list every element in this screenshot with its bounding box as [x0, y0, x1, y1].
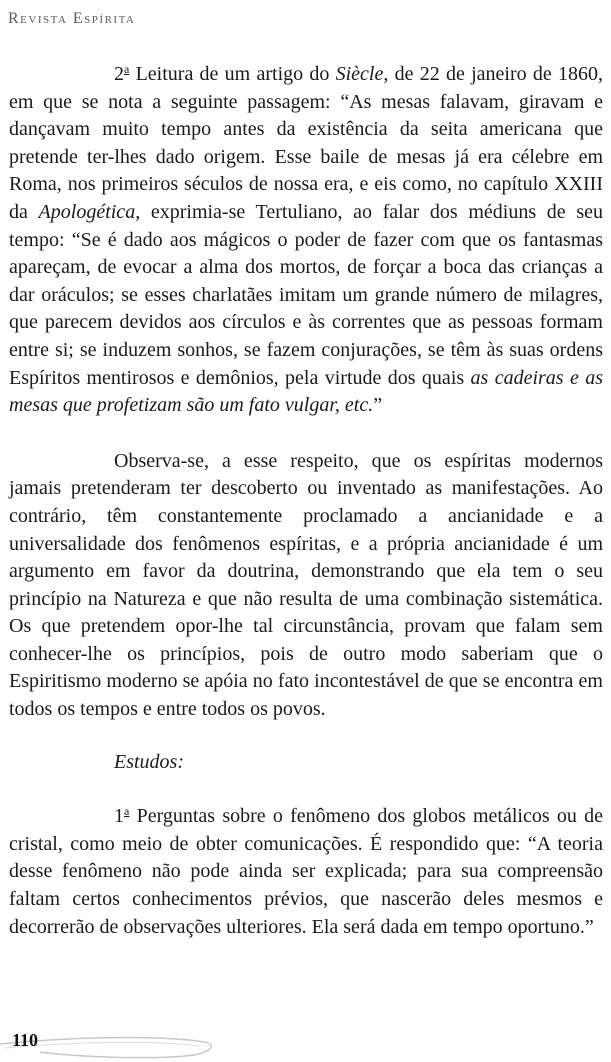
running-header: Revista Espírita: [8, 10, 136, 27]
paragraph-item-2: [9, 56, 603, 420]
paragraph-text: Perguntas sobre o fenômeno dos globos metálicos ou de cristal, como meio de obter comunicações. É respondido que: “A teoria desse fenômeno não pode ainda ser explicada; para sua compreensão faltam certos conhecimentos prévios, que nascerão deles mesmos e decorrerão de observações ulteriores. Ela será dada em tempo oportuno.”: [9, 805, 603, 938]
page-number: 110: [12, 1030, 39, 1050]
paragraph-observation: Observa-se, a esse respeito, que os espíritas modernos jamais pretenderam ter descoberto ou inventado as manifestações. Ao contrário, têm constantemente proclamado a ancianidade e a universalidade dos fenômenos espíritas, e a própria ancianidade é um argumento em favor da doutrina, demonstrando que ela tem o seu princípio na Natureza e que não resulta de uma combinação sistemática. Os que pretendem opor-lhe tal circunstância, provam que falam sem conhecer-lhe os princípios, pois de outro modo saberiam que o Espiritismo moderno se apóia no fato incontestável de que se encontra em todos os tempos e entre todos os povos.: [9, 449, 603, 721]
paragraph-text: ”: [373, 394, 383, 417]
page-body: [9, 56, 603, 941]
ordinal-indicator: a: [124, 62, 130, 76]
item-number: 2: [114, 63, 124, 85]
item-number: 1: [114, 805, 124, 828]
paragraph-text: Leitura de um artigo do: [129, 63, 336, 85]
italic-apologetica: Apologética: [38, 200, 136, 223]
section-heading: Estudos:: [114, 750, 184, 773]
italic-siecle: Siècle: [335, 63, 384, 85]
italic-quote: as cadeiras e as mesas que profetizam são um fato vulgar, etc.: [9, 366, 604, 417]
paragraph-text: , de 22 de janeiro de 1860, em que se nota a seguinte passagem: “As mesas falavam, giravam e dançavam muito tempo antes da existência da seita americana que pretende ter-lhes dado origem. Esse baile de mesas já era célebre em Roma, nos primeiros séculos de nossa era, e eis como, no capítulo XXIII da: [9, 63, 603, 223]
paragraph-text: , exprimia-se Tertuliano, ao falar dos médiuns de seu tempo: “Se é dado aos mágicos o poder de fazer com que os fantasmas apareçam, de evocar a alma dos mortos, de forçar a boca das crianças a dar oráculos; se esses charlatães imitam um grande número de milagres, que parecem devidos aos círculos e às correntes que as pessoas formam entre si; se induzem sonhos, se fazem conjurações, se têm às suas ordens Espíritos mentirosos e demônios, pela virtude dos quais: [9, 200, 603, 389]
ordinal-indicator: a: [124, 804, 130, 819]
paragraph-item-1: [9, 798, 603, 941]
